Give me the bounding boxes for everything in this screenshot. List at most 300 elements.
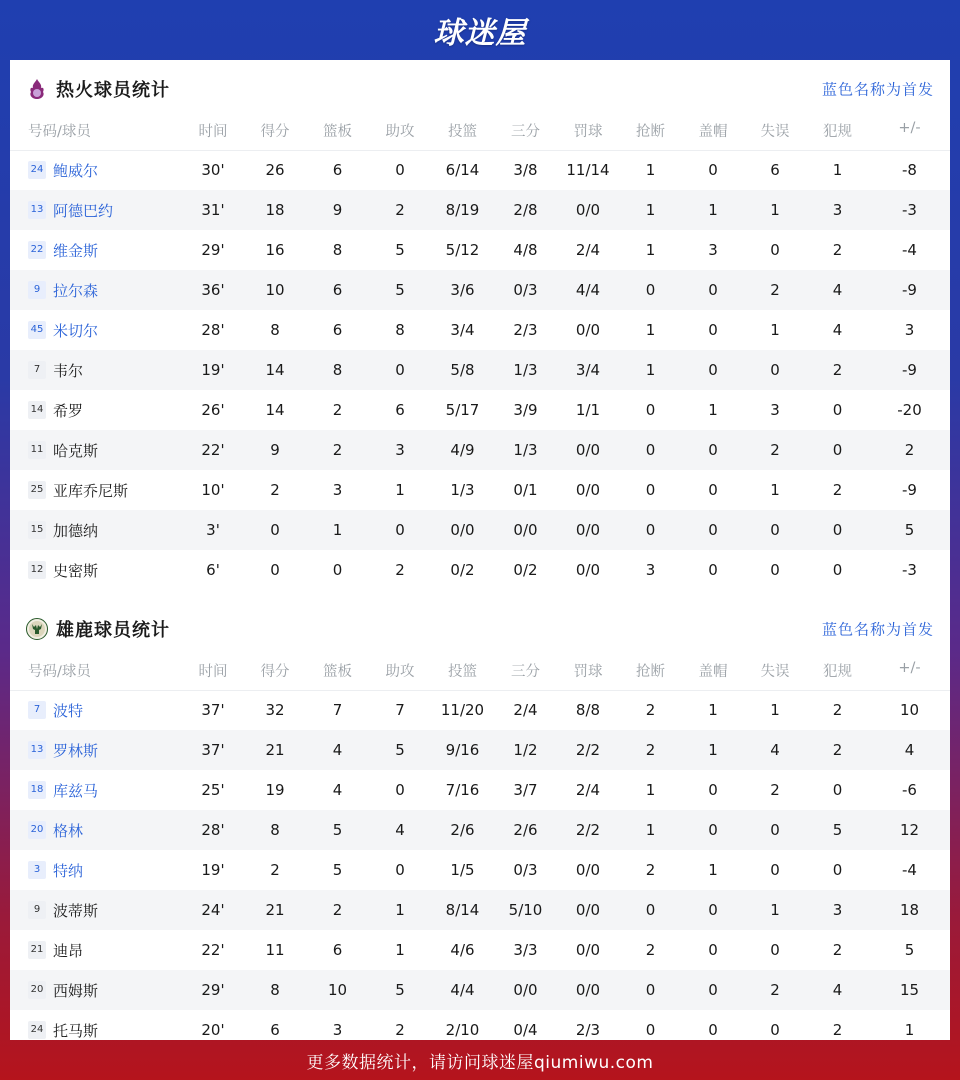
stat-cell: 3 bbox=[806, 890, 869, 930]
stat-cell: 18 bbox=[869, 890, 950, 930]
stat-cell: 3 bbox=[708, 241, 718, 259]
stat-cell: 8 bbox=[332, 241, 343, 259]
column-header: 失误 bbox=[744, 658, 806, 690]
player-name[interactable]: 格林 bbox=[53, 821, 84, 840]
stat-cell: 30' bbox=[201, 161, 225, 180]
stat-cell: 3/8 bbox=[513, 161, 538, 180]
stat-cell: 5 bbox=[306, 810, 369, 850]
footer-banner bbox=[0, 1040, 960, 1080]
player-name: 加德纳 bbox=[53, 521, 99, 540]
column-header: 三分 bbox=[494, 118, 557, 150]
table-row bbox=[10, 270, 950, 310]
player-cell bbox=[10, 310, 182, 350]
stat-cell: 5/8 bbox=[431, 350, 494, 390]
stat-cell: 1 bbox=[395, 481, 405, 499]
stat-cell: 0 bbox=[832, 401, 843, 419]
stat-cell: 2/3 bbox=[575, 1021, 601, 1039]
stat-cell: 0/0 bbox=[557, 890, 619, 930]
table-row bbox=[10, 890, 950, 930]
column-header: 助攻 bbox=[369, 658, 431, 690]
player-cell bbox=[10, 270, 182, 310]
stat-cell: 0/0 bbox=[575, 561, 601, 579]
stat-cell: 0 bbox=[770, 561, 780, 579]
stat-cell: 1 bbox=[645, 321, 656, 339]
stat-cell: 5 bbox=[806, 810, 869, 850]
player-name[interactable]: 拉尔森 bbox=[53, 281, 99, 300]
table-row bbox=[10, 230, 950, 270]
stat-cell: 1 bbox=[770, 321, 780, 339]
stat-cell: 28' bbox=[201, 321, 225, 339]
stat-cell: 19' bbox=[201, 861, 225, 879]
stat-cell: 0 bbox=[682, 890, 744, 930]
stat-cell: 1 bbox=[708, 861, 718, 879]
stat-cell: 6 bbox=[332, 321, 343, 339]
team-section-bucks bbox=[10, 600, 950, 1050]
stat-cell: 0/3 bbox=[513, 861, 538, 879]
column-header: 罚球 bbox=[557, 658, 619, 690]
stat-cell: 3/4 bbox=[450, 321, 475, 339]
stat-cell: 0/2 bbox=[513, 561, 538, 579]
stat-cell: 31' bbox=[182, 190, 244, 230]
stat-cell: 0 bbox=[682, 270, 744, 310]
stat-cell: -9 bbox=[869, 350, 950, 390]
jersey-number-badge: 21 bbox=[28, 941, 46, 959]
column-header: 时间 bbox=[182, 658, 244, 690]
stat-cell: 2/4 bbox=[513, 701, 538, 720]
stat-cell: 2 bbox=[744, 270, 806, 310]
player-cell bbox=[10, 190, 182, 230]
jersey-number-badge: 12 bbox=[28, 561, 46, 579]
column-header: 助攻 bbox=[369, 118, 431, 150]
jersey-number-badge: 13 bbox=[28, 201, 46, 219]
stat-cell: 9/16 bbox=[431, 730, 494, 770]
stat-cell: 5 bbox=[369, 970, 431, 1010]
stat-cell: 2 bbox=[744, 970, 806, 1010]
stat-cell: 8 bbox=[306, 350, 369, 390]
stat-cell: 6/14 bbox=[445, 161, 480, 180]
stat-cell: 2 bbox=[306, 430, 369, 470]
stat-cell: 3/9 bbox=[513, 401, 538, 419]
stat-cell: -4 bbox=[902, 861, 917, 879]
table-row bbox=[10, 550, 950, 590]
stat-cell: 0 bbox=[708, 561, 718, 579]
column-header: 投篮 bbox=[431, 118, 494, 150]
stat-cell: 5 bbox=[869, 510, 950, 550]
stat-cell: -3 bbox=[869, 190, 950, 230]
stat-cell: 22' bbox=[182, 430, 244, 470]
stat-cell: 2 bbox=[270, 861, 280, 879]
stat-cell: 8 bbox=[244, 970, 306, 1010]
stat-cell: 0 bbox=[770, 241, 780, 259]
stat-cell: 0 bbox=[645, 481, 656, 499]
stat-cell: 0 bbox=[645, 401, 656, 419]
player-cell bbox=[10, 470, 182, 510]
stat-cell: 2 bbox=[832, 941, 843, 959]
heat-logo-icon bbox=[26, 78, 48, 100]
player-name[interactable]: 阿德巴约 bbox=[53, 201, 114, 220]
player-cell bbox=[10, 890, 182, 930]
stat-cell: 2 bbox=[306, 890, 369, 930]
stat-cell: 4 bbox=[369, 810, 431, 850]
starter-legend-note: 蓝色名称为首发 bbox=[821, 620, 934, 639]
section-header bbox=[10, 60, 950, 118]
stat-cell: 1/5 bbox=[450, 861, 475, 879]
stat-cell: 1 bbox=[708, 701, 718, 720]
stat-cell: 5 bbox=[395, 241, 405, 259]
stat-cell: 4/6 bbox=[450, 941, 475, 959]
stat-cell: 3/3 bbox=[513, 941, 538, 959]
stat-cell: 3/4 bbox=[557, 350, 619, 390]
stat-cell: 20' bbox=[201, 1021, 225, 1039]
stat-cell: 0/0 bbox=[494, 510, 557, 550]
stat-cell: 21 bbox=[244, 890, 306, 930]
jersey-number-badge: 11 bbox=[28, 441, 46, 459]
stats-panel bbox=[10, 60, 950, 1040]
stat-cell: 5 bbox=[369, 730, 431, 770]
player-name[interactable]: 库兹马 bbox=[53, 781, 99, 800]
stat-cell: 7 bbox=[395, 701, 405, 720]
stat-cell: 0 bbox=[619, 510, 682, 550]
stat-cell: 0/3 bbox=[494, 270, 557, 310]
stat-cell: 0/0 bbox=[494, 970, 557, 1010]
stat-cell: 1 bbox=[682, 730, 744, 770]
table-header-row bbox=[10, 658, 950, 690]
stat-cell: 9 bbox=[244, 430, 306, 470]
stat-cell: 0/0 bbox=[575, 861, 601, 879]
stat-cell: 8 bbox=[395, 321, 405, 339]
column-header: +/- bbox=[869, 118, 950, 150]
column-header: 篮板 bbox=[306, 118, 369, 150]
stat-cell: 0 bbox=[682, 510, 744, 550]
stat-cell: 19 bbox=[265, 781, 285, 799]
stat-cell: 0 bbox=[832, 781, 843, 799]
player-cell bbox=[10, 770, 182, 810]
stat-cell: 6 bbox=[395, 401, 405, 419]
stat-cell: -9 bbox=[902, 481, 917, 499]
stat-cell: 0/1 bbox=[513, 481, 538, 499]
stat-cell: 2 bbox=[619, 730, 682, 770]
player-cell bbox=[10, 550, 182, 590]
stat-cell: 8/14 bbox=[431, 890, 494, 930]
jersey-number-badge: 9 bbox=[28, 281, 46, 299]
player-cell bbox=[10, 850, 182, 890]
table-row bbox=[10, 810, 950, 850]
stat-cell: 8 bbox=[244, 810, 306, 850]
stat-cell: 2 bbox=[645, 861, 656, 879]
player-cell bbox=[10, 730, 182, 770]
stat-cell: 2 bbox=[645, 701, 656, 720]
stat-cell: 0 bbox=[708, 941, 718, 959]
stat-cell: 28' bbox=[182, 810, 244, 850]
table-row bbox=[10, 730, 950, 770]
stat-cell: 0 bbox=[806, 430, 869, 470]
column-header: +/- bbox=[869, 658, 950, 690]
stat-cell: 0 bbox=[708, 161, 718, 180]
section-header bbox=[10, 600, 950, 658]
stat-cell: 1 bbox=[395, 941, 405, 959]
stat-cell: 4 bbox=[806, 270, 869, 310]
stat-cell: 0/0 bbox=[557, 510, 619, 550]
stat-cell: 2/6 bbox=[431, 810, 494, 850]
stat-cell: 37' bbox=[182, 730, 244, 770]
stat-cell: 0 bbox=[832, 861, 843, 879]
stat-cell: 3 bbox=[645, 561, 656, 579]
stat-cell: 1/1 bbox=[575, 401, 601, 419]
stat-cell: 0 bbox=[744, 350, 806, 390]
stat-cell: 1/3 bbox=[494, 350, 557, 390]
table-row bbox=[10, 850, 950, 890]
player-name: 托马斯 bbox=[53, 1021, 99, 1040]
player-cell bbox=[10, 150, 182, 190]
column-header: 号码/球员 bbox=[10, 658, 182, 690]
stat-cell: 1 bbox=[306, 510, 369, 550]
player-name: 哈克斯 bbox=[53, 441, 99, 460]
column-header: 盖帽 bbox=[682, 658, 744, 690]
stat-cell: 10 bbox=[306, 970, 369, 1010]
stat-cell: 0 bbox=[708, 321, 718, 339]
stat-cell: 21 bbox=[244, 730, 306, 770]
column-header: 盖帽 bbox=[682, 118, 744, 150]
stat-cell: 10' bbox=[201, 481, 225, 499]
stat-cell: 4/4 bbox=[557, 270, 619, 310]
stat-cell: 0/0 bbox=[557, 430, 619, 470]
stat-cell: 1 bbox=[619, 810, 682, 850]
section-title: 雄鹿球员统计 bbox=[56, 620, 170, 641]
player-name: 希罗 bbox=[53, 401, 84, 420]
stat-cell: 0 bbox=[395, 781, 405, 799]
stat-cell: 1 bbox=[708, 401, 718, 419]
stat-cell: 11 bbox=[265, 941, 285, 959]
jersey-number-badge: 24 bbox=[28, 161, 46, 179]
jersey-number-badge: 20 bbox=[28, 821, 46, 839]
stat-cell: 5/12 bbox=[445, 241, 480, 259]
player-name[interactable]: 维金斯 bbox=[53, 241, 99, 260]
jersey-number-badge: 14 bbox=[28, 401, 46, 419]
stat-cell: 0/0 bbox=[557, 190, 619, 230]
stat-cell: 0 bbox=[395, 861, 405, 879]
stat-cell: 0 bbox=[682, 810, 744, 850]
stat-cell: 0 bbox=[395, 161, 405, 180]
top-bar bbox=[0, 0, 960, 60]
stat-cell: 0 bbox=[682, 970, 744, 1010]
player-name: 史密斯 bbox=[53, 561, 99, 580]
table-row bbox=[10, 470, 950, 510]
player-cell bbox=[10, 930, 182, 970]
stat-cell: 6 bbox=[270, 1021, 280, 1039]
stat-cell: 1 bbox=[904, 1021, 915, 1039]
stat-cell: 37' bbox=[201, 701, 225, 720]
stat-cell: 0 bbox=[708, 781, 718, 799]
stat-cell: 9 bbox=[306, 190, 369, 230]
table-row bbox=[10, 690, 950, 730]
stat-cell: 0/0 bbox=[557, 970, 619, 1010]
stat-cell: 12 bbox=[869, 810, 950, 850]
jersey-number-badge: 20 bbox=[28, 981, 46, 999]
player-name[interactable]: 波特 bbox=[53, 701, 84, 720]
stat-cell: 8/19 bbox=[431, 190, 494, 230]
stat-cell: 15 bbox=[869, 970, 950, 1010]
stat-cell: 2/6 bbox=[494, 810, 557, 850]
table-row bbox=[10, 390, 950, 430]
player-name: 韦尔 bbox=[53, 361, 84, 380]
column-header: 篮板 bbox=[306, 658, 369, 690]
column-header: 时间 bbox=[182, 118, 244, 150]
team-section-heat bbox=[10, 60, 950, 590]
stat-cell: 1 bbox=[682, 190, 744, 230]
stat-cell: 7 bbox=[332, 701, 343, 720]
stat-cell: 1 bbox=[744, 190, 806, 230]
player-cell bbox=[10, 970, 182, 1010]
table-row bbox=[10, 430, 950, 470]
stat-cell: 2 bbox=[770, 781, 780, 799]
jersey-number-badge: 24 bbox=[28, 1021, 46, 1039]
stat-cell: 7/16 bbox=[445, 781, 480, 799]
stat-cell: 1 bbox=[645, 241, 656, 259]
stat-cell: 26 bbox=[265, 161, 285, 180]
stat-cell: -8 bbox=[902, 161, 917, 180]
stat-cell: 4 bbox=[806, 970, 869, 1010]
player-cell bbox=[10, 230, 182, 270]
stat-cell: 0 bbox=[332, 561, 343, 579]
column-header: 号码/球员 bbox=[10, 118, 182, 150]
stat-cell: 10 bbox=[899, 701, 920, 720]
table-row bbox=[10, 150, 950, 190]
stat-cell: 5/10 bbox=[494, 890, 557, 930]
player-name[interactable]: 鲍威尔 bbox=[53, 161, 99, 180]
stat-cell: 1/3 bbox=[494, 430, 557, 470]
stat-cell: 0/4 bbox=[513, 1021, 538, 1039]
stat-cell: 0 bbox=[619, 270, 682, 310]
stat-cell: 2/10 bbox=[445, 1021, 480, 1039]
stat-cell: 2/3 bbox=[513, 321, 538, 339]
column-header: 犯规 bbox=[806, 118, 869, 150]
stat-cell: 5 bbox=[904, 941, 915, 959]
stat-cell: 3/6 bbox=[431, 270, 494, 310]
stat-cell: 6' bbox=[206, 561, 220, 579]
jersey-number-badge: 7 bbox=[28, 361, 46, 379]
stat-cell: 2/4 bbox=[575, 241, 601, 259]
stat-cell: -3 bbox=[902, 561, 917, 579]
stat-cell: 3/7 bbox=[513, 781, 538, 799]
stat-cell: 0 bbox=[708, 1021, 718, 1039]
jersey-number-badge: 22 bbox=[28, 241, 46, 259]
stat-cell: 11/14 bbox=[566, 161, 610, 180]
stat-cell: 4/9 bbox=[431, 430, 494, 470]
stat-cell: -4 bbox=[902, 241, 917, 259]
stat-cell: 5/17 bbox=[445, 401, 480, 419]
stat-cell: 19' bbox=[182, 350, 244, 390]
player-cell bbox=[10, 350, 182, 390]
stat-cell: 2/2 bbox=[557, 730, 619, 770]
stat-cell: 29' bbox=[182, 970, 244, 1010]
starter-legend-note: 蓝色名称为首发 bbox=[821, 80, 934, 99]
stat-cell: 16 bbox=[265, 241, 285, 259]
column-header: 三分 bbox=[494, 658, 557, 690]
stat-cell: 2 bbox=[806, 350, 869, 390]
stat-cell: 1/2 bbox=[494, 730, 557, 770]
stat-cell: -20 bbox=[897, 401, 922, 419]
stat-cell: 29' bbox=[201, 241, 225, 259]
column-header: 罚球 bbox=[557, 118, 619, 150]
stat-cell: 10 bbox=[244, 270, 306, 310]
footer-text: 更多数据统计，请访问球迷屋qiumiwu.com bbox=[306, 1052, 654, 1073]
player-cell bbox=[10, 810, 182, 850]
column-header: 得分 bbox=[244, 118, 306, 150]
stat-cell: 0 bbox=[806, 510, 869, 550]
stat-cell: 0 bbox=[744, 510, 806, 550]
table-header-row bbox=[10, 118, 950, 150]
stat-cell: 8 bbox=[270, 321, 280, 339]
stat-cell: 0 bbox=[645, 1021, 656, 1039]
stat-cell: 0 bbox=[619, 890, 682, 930]
column-header: 得分 bbox=[244, 658, 306, 690]
player-stats-table bbox=[10, 658, 950, 1050]
stat-cell: 0 bbox=[708, 481, 718, 499]
stat-cell: 1 bbox=[645, 161, 656, 180]
player-cell bbox=[10, 390, 182, 430]
stat-cell: 3 bbox=[332, 481, 343, 499]
player-cell bbox=[10, 430, 182, 470]
brand-logo: 球迷屋 bbox=[433, 16, 527, 51]
stat-cell: 3 bbox=[904, 321, 915, 339]
stat-cell: 4 bbox=[332, 781, 343, 799]
stat-cell: 26' bbox=[201, 401, 225, 419]
table-row bbox=[10, 310, 950, 350]
stat-cell: 2 bbox=[869, 430, 950, 470]
stat-cell: 4/8 bbox=[513, 241, 538, 259]
stat-cell: 4 bbox=[744, 730, 806, 770]
stat-cell: 1 bbox=[369, 890, 431, 930]
stat-cell: 1/3 bbox=[450, 481, 475, 499]
stat-cell: 18 bbox=[244, 190, 306, 230]
bucks-logo-icon bbox=[26, 618, 48, 640]
stat-cell: 0/0 bbox=[575, 941, 601, 959]
stat-cell: 5 bbox=[332, 861, 343, 879]
stat-cell: 22' bbox=[201, 941, 225, 959]
player-name[interactable]: 米切尔 bbox=[53, 321, 99, 340]
stat-cell: 2 bbox=[395, 1021, 405, 1039]
jersey-number-badge: 15 bbox=[28, 521, 46, 539]
stat-cell: -9 bbox=[869, 270, 950, 310]
player-cell bbox=[10, 510, 182, 550]
player-name[interactable]: 罗林斯 bbox=[53, 741, 99, 760]
stat-cell: 6 bbox=[332, 161, 343, 180]
stat-cell: 25' bbox=[201, 781, 225, 799]
stat-cell: 0/0 bbox=[431, 510, 494, 550]
player-cell bbox=[10, 690, 182, 730]
stat-cell: 1 bbox=[770, 701, 780, 720]
stat-cell: 2 bbox=[645, 941, 656, 959]
jersey-number-badge: 25 bbox=[28, 481, 46, 499]
stat-cell: 2/8 bbox=[494, 190, 557, 230]
jersey-number-badge: 45 bbox=[28, 321, 46, 339]
stat-cell: 3 bbox=[369, 430, 431, 470]
stat-cell: 1 bbox=[832, 161, 843, 180]
stat-cell: 0 bbox=[270, 561, 280, 579]
stat-cell: 8/8 bbox=[575, 701, 601, 720]
stat-cell: 0/0 bbox=[575, 481, 601, 499]
stat-cell: 2/4 bbox=[575, 781, 601, 799]
player-name[interactable]: 特纳 bbox=[53, 861, 84, 880]
stat-cell: 1 bbox=[645, 781, 656, 799]
jersey-number-badge: 9 bbox=[28, 901, 46, 919]
stat-cell: 3 bbox=[770, 401, 780, 419]
stat-cell: 2 bbox=[832, 701, 843, 720]
table-row bbox=[10, 350, 950, 390]
jersey-number-badge: 13 bbox=[28, 741, 46, 759]
player-name: 西姆斯 bbox=[53, 981, 99, 1000]
stat-cell: 2 bbox=[744, 430, 806, 470]
